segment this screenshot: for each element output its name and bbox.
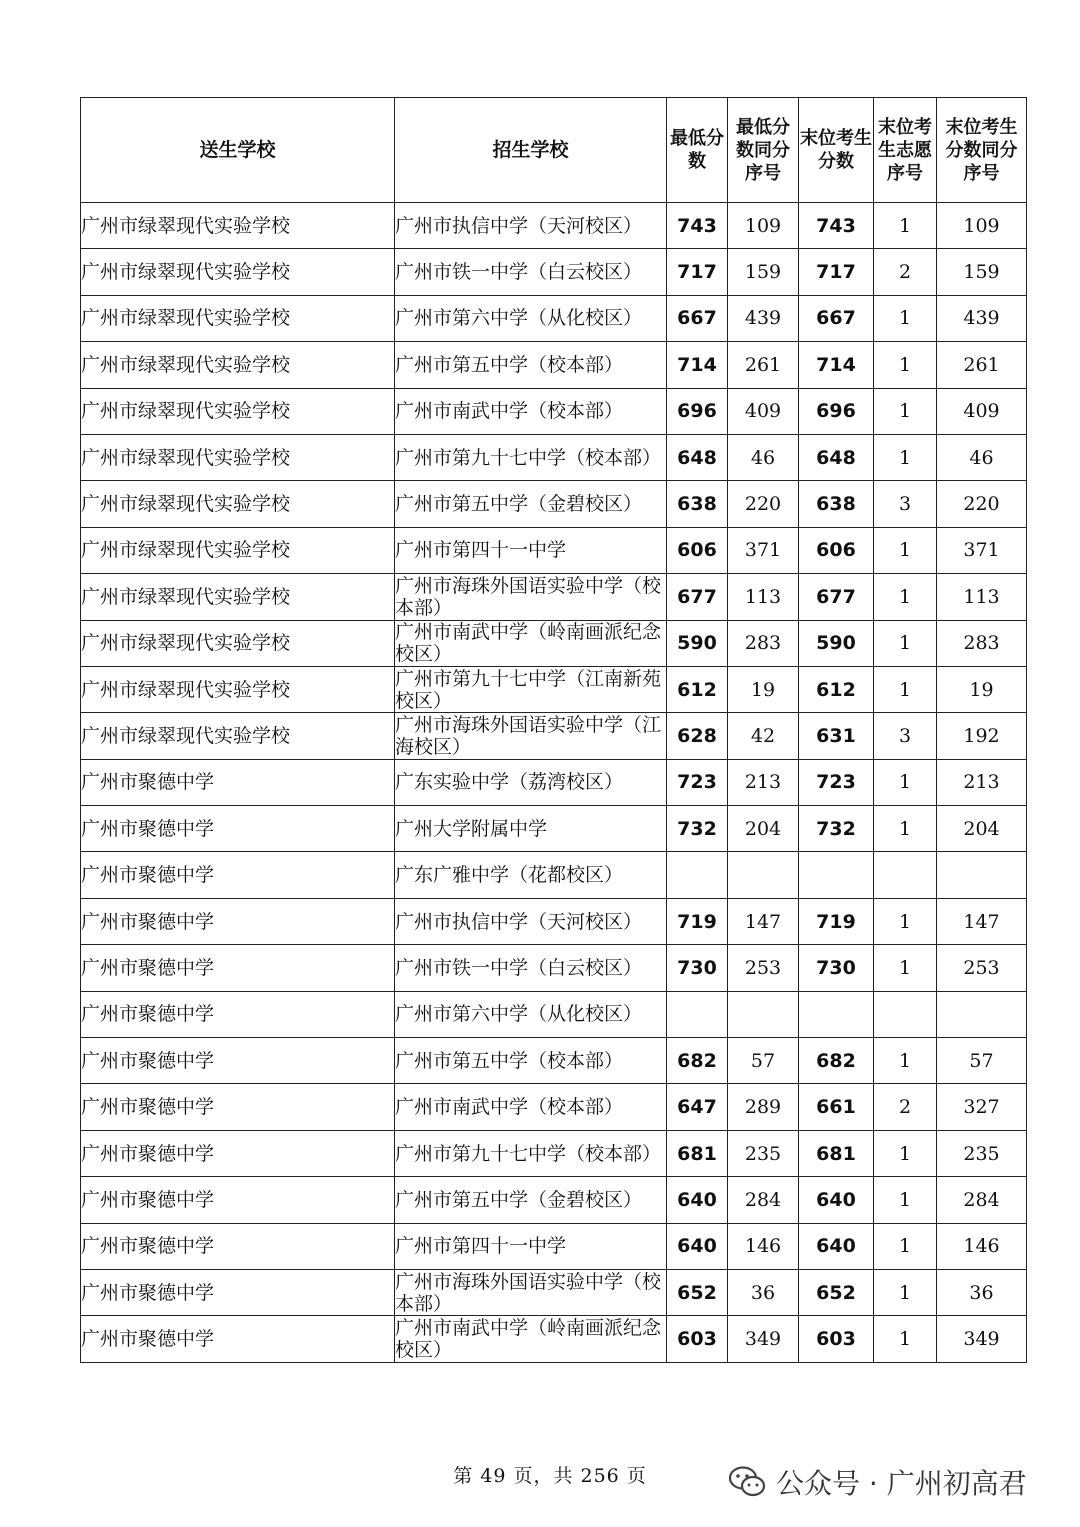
- cell-min-score: 652: [667, 1269, 728, 1315]
- cell-last-choice: [874, 852, 937, 898]
- cell-recv-school: 广州市南武中学（岭南画派纪念校区）: [395, 620, 667, 666]
- cell-min-rank: 113: [728, 574, 799, 620]
- header-send-school: 送生学校: [81, 98, 395, 203]
- cell-min-rank: 289: [728, 1084, 799, 1130]
- cell-send-school: 广州市绿翠现代实验学校: [81, 481, 395, 527]
- cell-last-score: 606: [799, 527, 874, 573]
- cell-recv-school: 广州市第六中学（从化校区）: [395, 991, 667, 1037]
- cell-recv-school: 广州市铁一中学（白云校区）: [395, 945, 667, 991]
- cell-min-rank: 284: [728, 1177, 799, 1223]
- wechat-logo-icon: [728, 1462, 768, 1502]
- cell-last-choice: 1: [874, 1177, 937, 1223]
- cell-recv-school: 广东实验中学（荔湾校区）: [395, 759, 667, 805]
- admission-table: [80, 97, 1027, 1363]
- cell-last-score: 743: [799, 203, 874, 249]
- table-row: [81, 481, 1027, 527]
- cell-min-score: 677: [667, 574, 728, 620]
- table-row: [81, 203, 1027, 249]
- table-row: [81, 388, 1027, 434]
- cell-last-choice: 1: [874, 759, 937, 805]
- cell-send-school: 广州市聚德中学: [81, 1177, 395, 1223]
- cell-last-choice: 1: [874, 945, 937, 991]
- cell-recv-school: 广州市第五中学（金碧校区）: [395, 481, 667, 527]
- table-row: [81, 1084, 1027, 1130]
- cell-min-rank: 57: [728, 1038, 799, 1084]
- cell-send-school: 广州市绿翠现代实验学校: [81, 203, 395, 249]
- cell-last-rank: 349: [937, 1316, 1027, 1362]
- cell-last-score: 640: [799, 1223, 874, 1269]
- cell-min-rank: 159: [728, 249, 799, 295]
- cell-min-score: 719: [667, 898, 728, 944]
- table-row: [81, 759, 1027, 805]
- cell-last-rank: 19: [937, 666, 1027, 712]
- cell-min-rank: 213: [728, 759, 799, 805]
- cell-min-score: 647: [667, 1084, 728, 1130]
- cell-last-choice: 1: [874, 388, 937, 434]
- cell-min-rank: 36: [728, 1269, 799, 1315]
- cell-last-choice: 1: [874, 1223, 937, 1269]
- cell-recv-school: 广州市第四十一中学: [395, 527, 667, 573]
- header-min-rank: 最低分数同分序号: [728, 98, 799, 203]
- cell-min-rank: 439: [728, 295, 799, 341]
- cell-last-rank: 146: [937, 1223, 1027, 1269]
- table-row: [81, 295, 1027, 341]
- cell-recv-school: 广州市执信中学（天河校区）: [395, 898, 667, 944]
- cell-min-score: 682: [667, 1038, 728, 1084]
- cell-recv-school: 广东广雅中学（花都校区）: [395, 852, 667, 898]
- table-row: [81, 434, 1027, 480]
- table-row: [81, 945, 1027, 991]
- header-recv-school: 招生学校: [395, 98, 667, 203]
- cell-last-choice: [874, 991, 937, 1037]
- cell-last-choice: 1: [874, 203, 937, 249]
- cell-last-score: 681: [799, 1130, 874, 1176]
- table-row: [81, 1130, 1027, 1176]
- cell-recv-school: 广州市第五中学（校本部）: [395, 1038, 667, 1084]
- table-row: [81, 1177, 1027, 1223]
- header-last-score: 末位考生分数: [799, 98, 874, 203]
- cell-last-rank: 220: [937, 481, 1027, 527]
- cell-last-choice: 1: [874, 527, 937, 573]
- cell-recv-school: 广州市第五中学（校本部）: [395, 342, 667, 388]
- cell-recv-school: 广州市第六中学（从化校区）: [395, 295, 667, 341]
- cell-min-rank: 109: [728, 203, 799, 249]
- cell-last-score: 719: [799, 898, 874, 944]
- cell-min-score: 743: [667, 203, 728, 249]
- cell-send-school: 广州市绿翠现代实验学校: [81, 249, 395, 295]
- cell-last-choice: 1: [874, 342, 937, 388]
- cell-send-school: 广州市绿翠现代实验学校: [81, 620, 395, 666]
- table-row: [81, 991, 1027, 1037]
- cell-last-score: 661: [799, 1084, 874, 1130]
- cell-min-rank: 261: [728, 342, 799, 388]
- cell-min-score: 590: [667, 620, 728, 666]
- cell-last-score: 640: [799, 1177, 874, 1223]
- cell-min-score: 640: [667, 1223, 728, 1269]
- cell-last-score: 667: [799, 295, 874, 341]
- cell-last-rank: 204: [937, 806, 1027, 852]
- cell-send-school: 广州市绿翠现代实验学校: [81, 434, 395, 480]
- cell-last-score: 723: [799, 759, 874, 805]
- cell-last-rank: 235: [937, 1130, 1027, 1176]
- table-row: [81, 666, 1027, 712]
- cell-last-score: [799, 852, 874, 898]
- cell-min-rank: [728, 852, 799, 898]
- header-last-rank: 末位考生分数同分序号: [937, 98, 1027, 203]
- cell-recv-school: 广州市南武中学（校本部）: [395, 1084, 667, 1130]
- cell-last-score: 682: [799, 1038, 874, 1084]
- cell-last-rank: 192: [937, 713, 1027, 759]
- page-number: 第 49 页，共 256 页: [453, 1465, 647, 1487]
- cell-last-rank: 261: [937, 342, 1027, 388]
- cell-min-rank: 409: [728, 388, 799, 434]
- cell-last-rank: [937, 991, 1027, 1037]
- cell-last-score: 652: [799, 1269, 874, 1315]
- cell-last-rank: 213: [937, 759, 1027, 805]
- cell-last-rank: 46: [937, 434, 1027, 480]
- cell-last-choice: 1: [874, 620, 937, 666]
- cell-min-score: 603: [667, 1316, 728, 1362]
- cell-min-rank: 46: [728, 434, 799, 480]
- header-row: [81, 98, 1027, 203]
- cell-min-score: [667, 991, 728, 1037]
- cell-last-rank: [937, 852, 1027, 898]
- cell-last-choice: 1: [874, 1038, 937, 1084]
- cell-last-rank: 147: [937, 898, 1027, 944]
- cell-send-school: 广州市绿翠现代实验学校: [81, 666, 395, 712]
- cell-min-score: 628: [667, 713, 728, 759]
- cell-recv-school: 广州市南武中学（校本部）: [395, 388, 667, 434]
- cell-last-choice: 1: [874, 898, 937, 944]
- cell-recv-school: 广州市铁一中学（白云校区）: [395, 249, 667, 295]
- cell-send-school: 广州市聚德中学: [81, 1084, 395, 1130]
- cell-last-choice: 1: [874, 434, 937, 480]
- cell-last-choice: 1: [874, 1316, 937, 1362]
- cell-send-school: 广州市聚德中学: [81, 991, 395, 1037]
- cell-min-score: 717: [667, 249, 728, 295]
- wechat-watermark: [728, 1462, 1027, 1502]
- cell-last-rank: 57: [937, 1038, 1027, 1084]
- table-row: [81, 1038, 1027, 1084]
- cell-min-score: 648: [667, 434, 728, 480]
- cell-min-score: 723: [667, 759, 728, 805]
- cell-last-rank: 113: [937, 574, 1027, 620]
- cell-last-score: 648: [799, 434, 874, 480]
- cell-last-choice: 3: [874, 713, 937, 759]
- cell-last-choice: 1: [874, 295, 937, 341]
- cell-last-choice: 1: [874, 666, 937, 712]
- table-row: [81, 806, 1027, 852]
- cell-recv-school: 广州市第四十一中学: [395, 1223, 667, 1269]
- cell-recv-school: 广州市南武中学（岭南画派纪念校区）: [395, 1316, 667, 1362]
- cell-recv-school: 广州市海珠外国语实验中学（校本部）: [395, 1269, 667, 1315]
- cell-min-rank: 146: [728, 1223, 799, 1269]
- header-last-choice: 末位考生志愿序号: [874, 98, 937, 203]
- cell-last-rank: 109: [937, 203, 1027, 249]
- table-row: [81, 852, 1027, 898]
- cell-send-school: 广州市绿翠现代实验学校: [81, 295, 395, 341]
- cell-min-rank: 42: [728, 713, 799, 759]
- cell-last-choice: 2: [874, 249, 937, 295]
- cell-last-rank: 159: [937, 249, 1027, 295]
- cell-min-rank: 283: [728, 620, 799, 666]
- cell-last-rank: 284: [937, 1177, 1027, 1223]
- cell-last-rank: 371: [937, 527, 1027, 573]
- cell-send-school: 广州市聚德中学: [81, 806, 395, 852]
- cell-min-score: 681: [667, 1130, 728, 1176]
- cell-last-score: 696: [799, 388, 874, 434]
- watermark-text: 公众号 · 广州初高君: [776, 1467, 1027, 1500]
- cell-min-score: 667: [667, 295, 728, 341]
- cell-last-rank: 36: [937, 1269, 1027, 1315]
- cell-send-school: 广州市聚德中学: [81, 1269, 395, 1315]
- cell-last-score: 730: [799, 945, 874, 991]
- cell-send-school: 广州市聚德中学: [81, 1316, 395, 1362]
- cell-last-score: 590: [799, 620, 874, 666]
- cell-min-rank: [728, 991, 799, 1037]
- table-row: [81, 713, 1027, 759]
- cell-min-score: 696: [667, 388, 728, 434]
- cell-last-rank: 253: [937, 945, 1027, 991]
- cell-last-score: 612: [799, 666, 874, 712]
- cell-last-score: 717: [799, 249, 874, 295]
- cell-recv-school: 广州市第九十七中学（江南新苑校区）: [395, 666, 667, 712]
- table-row: [81, 1223, 1027, 1269]
- cell-send-school: 广州市聚德中学: [81, 898, 395, 944]
- cell-last-rank: 409: [937, 388, 1027, 434]
- cell-send-school: 广州市聚德中学: [81, 1038, 395, 1084]
- cell-last-rank: 283: [937, 620, 1027, 666]
- cell-last-score: 631: [799, 713, 874, 759]
- table-body: [81, 203, 1027, 1363]
- cell-recv-school: 广州市第九十七中学（校本部）: [395, 1130, 667, 1176]
- cell-min-rank: 19: [728, 666, 799, 712]
- cell-last-rank: 439: [937, 295, 1027, 341]
- table-row: [81, 898, 1027, 944]
- table-row: [81, 249, 1027, 295]
- cell-min-rank: 220: [728, 481, 799, 527]
- cell-send-school: 广州市聚德中学: [81, 1130, 395, 1176]
- cell-send-school: 广州市绿翠现代实验学校: [81, 388, 395, 434]
- header-min-score: 最低分数: [667, 98, 728, 203]
- cell-send-school: 广州市聚德中学: [81, 945, 395, 991]
- cell-min-rank: 204: [728, 806, 799, 852]
- cell-min-score: 612: [667, 666, 728, 712]
- cell-recv-school: 广州市海珠外国语实验中学（校本部）: [395, 574, 667, 620]
- cell-last-score: 677: [799, 574, 874, 620]
- cell-min-rank: 349: [728, 1316, 799, 1362]
- cell-recv-school: 广州市海珠外国语实验中学（江海校区）: [395, 713, 667, 759]
- cell-last-rank: 327: [937, 1084, 1027, 1130]
- table-row: [81, 1269, 1027, 1315]
- cell-send-school: 广州市绿翠现代实验学校: [81, 713, 395, 759]
- table-row: [81, 1316, 1027, 1362]
- cell-recv-school: 广州大学附属中学: [395, 806, 667, 852]
- table-row: [81, 620, 1027, 666]
- table-row: [81, 342, 1027, 388]
- cell-send-school: 广州市聚德中学: [81, 759, 395, 805]
- cell-recv-school: 广州市第九十七中学（校本部）: [395, 434, 667, 480]
- cell-send-school: 广州市绿翠现代实验学校: [81, 527, 395, 573]
- cell-min-score: 730: [667, 945, 728, 991]
- cell-recv-school: 广州市第五中学（金碧校区）: [395, 1177, 667, 1223]
- cell-min-score: [667, 852, 728, 898]
- cell-last-score: 603: [799, 1316, 874, 1362]
- cell-last-choice: 1: [874, 1130, 937, 1176]
- cell-recv-school: 广州市执信中学（天河校区）: [395, 203, 667, 249]
- cell-last-choice: 1: [874, 574, 937, 620]
- cell-min-score: 640: [667, 1177, 728, 1223]
- cell-send-school: 广州市聚德中学: [81, 852, 395, 898]
- cell-send-school: 广州市绿翠现代实验学校: [81, 574, 395, 620]
- cell-min-rank: 235: [728, 1130, 799, 1176]
- cell-last-score: 732: [799, 806, 874, 852]
- table-row: [81, 527, 1027, 573]
- cell-min-rank: 147: [728, 898, 799, 944]
- cell-min-score: 714: [667, 342, 728, 388]
- table-row: [81, 574, 1027, 620]
- cell-send-school: 广州市聚德中学: [81, 1223, 395, 1269]
- cell-min-score: 732: [667, 806, 728, 852]
- cell-last-choice: 2: [874, 1084, 937, 1130]
- cell-send-school: 广州市绿翠现代实验学校: [81, 342, 395, 388]
- cell-min-rank: 371: [728, 527, 799, 573]
- cell-last-choice: 3: [874, 481, 937, 527]
- cell-last-choice: 1: [874, 1269, 937, 1315]
- cell-min-score: 606: [667, 527, 728, 573]
- cell-last-choice: 1: [874, 806, 937, 852]
- cell-last-score: [799, 991, 874, 1037]
- cell-min-score: 638: [667, 481, 728, 527]
- cell-last-score: 714: [799, 342, 874, 388]
- cell-min-rank: 253: [728, 945, 799, 991]
- cell-last-score: 638: [799, 481, 874, 527]
